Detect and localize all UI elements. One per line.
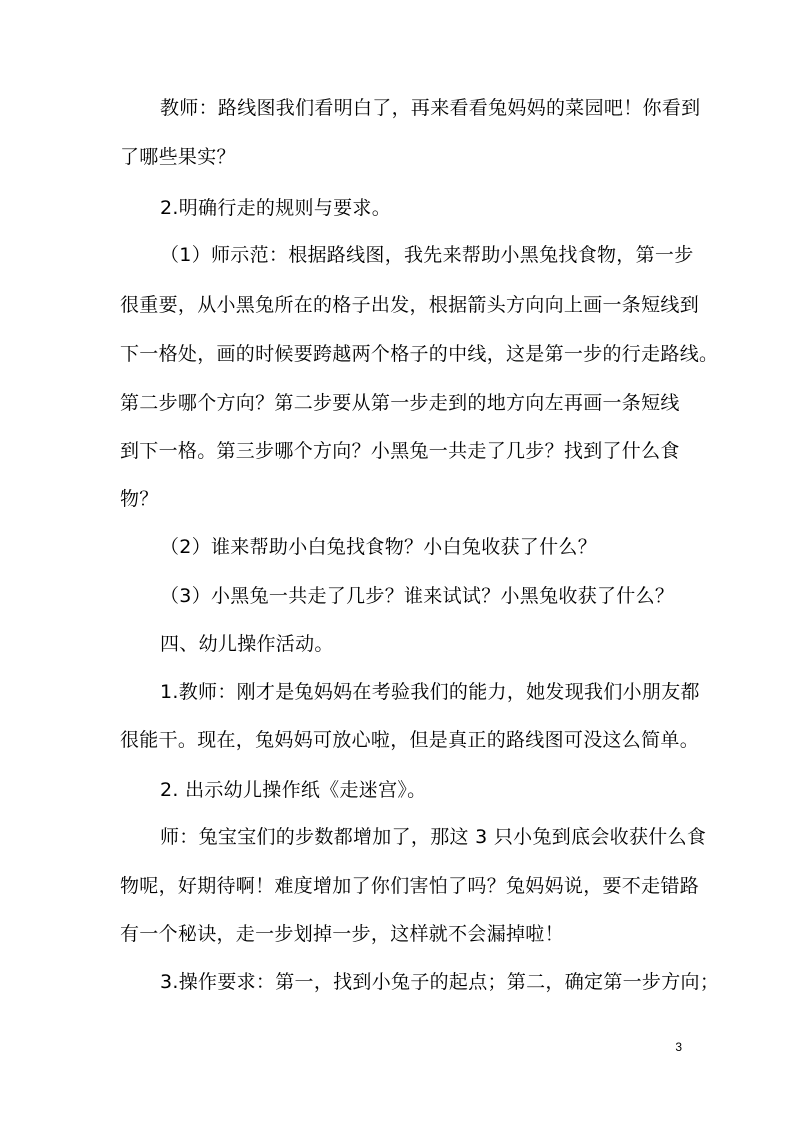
text-line-18: 有一个秘诀，走一步划掉一步，这样就不会漏掉啦！ xyxy=(120,923,564,945)
text-line-9: 物？ xyxy=(120,488,159,510)
text-line-11: （3）小黑兔一共走了几步？谁来试试？小黑兔收获了什么？ xyxy=(160,585,675,607)
text-line-2: 了哪些果实？ xyxy=(120,146,236,168)
section-heading-4: 四、幼儿操作活动。 xyxy=(160,633,334,655)
text-line-15: 2. 出示幼儿操作纸《走迷宫》。 xyxy=(160,779,427,801)
text-line-6: 下一格处，画的时候要跨越两个格子的中线，这是第一步的行走路线。 xyxy=(120,343,719,365)
text-line-16: 师：兔宝宝们的步数都增加了，那这 3 只小兔到底会收获什么食 xyxy=(160,826,707,848)
text-line-17: 物呢，好期待啊！难度增加了你们害怕了吗？兔妈妈说，要不走错路 xyxy=(120,875,700,897)
text-line-13: 1.教师：刚才是兔妈妈在考验我们的能力，她发现我们小朋友都 xyxy=(160,681,700,703)
text-line-4: （1）师示范：根据路线图，我先来帮助小黑兔找食物，第一步 xyxy=(160,244,694,266)
text-line-8: 到下一格。第三步哪个方向？小黑兔一共走了几步？找到了什么食 xyxy=(120,440,680,462)
page-number: 3 xyxy=(675,1040,682,1054)
section-heading-2: 2.明确行走的规则与要求。 xyxy=(160,197,392,219)
text-line-10: （2）谁来帮助小白兔找食物？小白兔收获了什么？ xyxy=(160,536,597,558)
text-line-19: 3.操作要求：第一，找到小兔子的起点；第二，确定第一步方向； xyxy=(160,971,720,993)
text-line-5: 很重要，从小黑兔所在的格子出发，根据箭头方向向上画一条短线到 xyxy=(120,294,700,316)
text-line-7: 第二步哪个方向？第二步要从第一步走到的地方向左再画一条短线 xyxy=(120,392,680,414)
text-line-14: 很能干。现在，兔妈妈可放心啦，但是真正的路线图可没这么简单。 xyxy=(120,729,700,751)
text-line-1: 教师：路线图我们看明白了，再来看看兔妈妈的菜园吧！你看到 xyxy=(160,97,701,119)
